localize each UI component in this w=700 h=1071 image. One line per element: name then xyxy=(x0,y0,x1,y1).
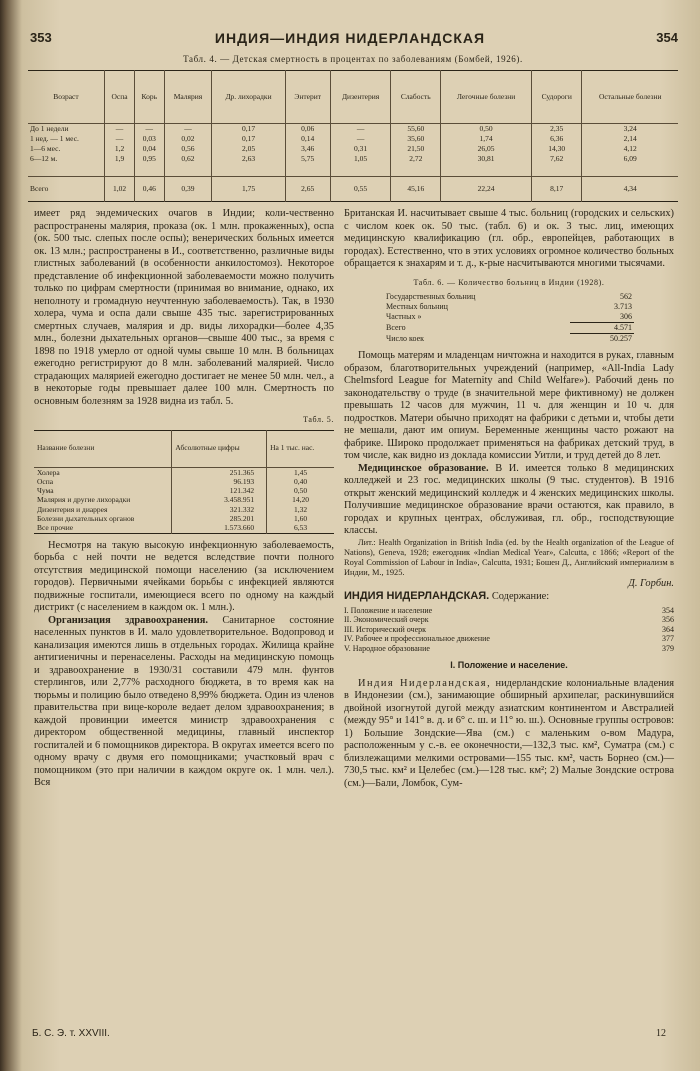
table5-cell: 3.458.951 xyxy=(172,495,267,504)
table4-cell: 3,46 xyxy=(285,144,330,154)
toc-page: 377 xyxy=(662,634,674,644)
table-row xyxy=(28,154,678,164)
list-item xyxy=(344,615,674,625)
table4-total-cell: 1,75 xyxy=(212,177,285,202)
table4-spacer-cell xyxy=(104,164,134,177)
article-heading xyxy=(344,590,674,604)
table4-child-mortality xyxy=(28,70,678,202)
table-row xyxy=(34,495,334,504)
table4-cell: 0,17 xyxy=(212,124,285,135)
table6-value: 3.713 xyxy=(614,302,632,311)
table4-cell: 1,9 xyxy=(104,154,134,164)
page-number-left: 353 xyxy=(30,30,52,45)
table5-header-cell: Название болезни xyxy=(34,430,172,467)
table4-cell: 2,63 xyxy=(212,154,285,164)
table6-hospitals xyxy=(384,292,634,344)
table4-cell: 3,24 xyxy=(582,124,678,135)
table6-label: Государственных больниц xyxy=(386,292,476,301)
left-paragraph-2: Несмотря на такую высокую инфекционную заболеваемость, борьба с ней почти не ведется вследствие почти полного отсутствия медицинской помощи населению (за исключением городов). Первичными ячейками борьбы с инфекцией являются подвижные госпитали, имеющиеся всего по одному на каждый дистрикт (с населением в каждом ок. 1 млн.). xyxy=(34,539,334,614)
table4-cell: 1,2 xyxy=(104,144,134,154)
toc-entry: I. Положение и население xyxy=(344,605,433,615)
table4-cell: 6,36 xyxy=(532,134,582,144)
table5-cell: 1,60 xyxy=(267,514,334,523)
table4-header-cell: Энтерит xyxy=(285,71,330,124)
table4-body xyxy=(28,124,678,202)
table4-cell: 1 нед. — 1 мес. xyxy=(30,134,79,143)
table6-value: 562 xyxy=(620,292,632,301)
table6-value: 50.257 xyxy=(570,334,634,345)
table4-cell: 2,35 xyxy=(532,124,582,135)
table4-cell: 1—6 мес. xyxy=(30,144,61,153)
table-row xyxy=(34,505,334,514)
toc-page: 364 xyxy=(662,624,674,634)
table6-label: Местных больниц xyxy=(386,302,448,311)
table4-total-row xyxy=(28,177,678,202)
table-row xyxy=(34,514,334,523)
table4-header-cell: Др. лихорадки xyxy=(212,71,285,124)
table5-cell: 1,45 xyxy=(267,467,334,477)
table4-header-cell: Слабость xyxy=(391,71,441,124)
table5-cell: Малярия и другие лихорадки xyxy=(37,495,131,505)
table4-spacer-cell xyxy=(330,164,390,177)
table4-cell: 21,50 xyxy=(391,144,441,154)
table4-cell: — xyxy=(164,124,212,135)
table4-cell: 6—12 м. xyxy=(30,154,58,163)
table4-cell: — xyxy=(330,134,390,144)
table4-cell: 1,74 xyxy=(441,134,532,144)
table-row xyxy=(28,134,678,144)
table4-spacer-cell xyxy=(28,164,104,177)
table6-label: Всего xyxy=(386,323,406,332)
table4-cell: 0,95 xyxy=(135,154,164,164)
table4-total-cell: 0,46 xyxy=(135,177,164,202)
table4-cell: 1,05 xyxy=(330,154,390,164)
table5-header-cell: На 1 тыс. нас. xyxy=(267,430,334,467)
table4-cell: — xyxy=(135,124,164,135)
running-title: ИНДИЯ—ИНДИЯ НИДЕРЛАНДСКАЯ xyxy=(214,30,486,46)
table-row xyxy=(384,323,634,334)
table4-spacer-cell xyxy=(135,164,164,177)
toc-page: 354 xyxy=(662,605,674,615)
table4-header-cell: Судороги xyxy=(532,71,582,124)
table4-cell: До 1 недели xyxy=(30,124,69,133)
table4-cell: 26,05 xyxy=(441,144,532,154)
table5-cell: 14,20 xyxy=(267,495,334,504)
table5-cell: 1.573.660 xyxy=(172,523,267,533)
right-paragraph-3-text: В И. имеется только 8 медицинских колледжей и 23 гос. медицинских школы (9 тыс. студентов). В 1916 открыт женский медицинский колледж и 4 женских медицинских школы. Получившие медицинское образование врачи остаются, как правило, в городах и крупных центрах, обслуживая, гл. обр., господствующие классы. xyxy=(344,462,675,536)
table-row xyxy=(384,334,634,345)
footer-volume: Б. С. Э. т. XXVIII. xyxy=(32,1028,110,1039)
table4-cell: 7,62 xyxy=(532,154,582,164)
table4-total-cell: 8,17 xyxy=(532,177,582,202)
toc-entry: V. Народное образование xyxy=(344,643,430,653)
table5-cell: 96.193 xyxy=(172,477,267,486)
list-item xyxy=(344,634,674,644)
table-row xyxy=(384,302,634,312)
table5-body xyxy=(34,467,334,533)
table4-spacer-cell xyxy=(441,164,532,177)
table-row xyxy=(34,523,334,533)
toc-page: 379 xyxy=(662,643,674,653)
table4-header-cell: Малярия xyxy=(164,71,212,124)
table4-spacer-cell xyxy=(532,164,582,177)
table-row xyxy=(384,312,634,323)
table6-label: Частных » xyxy=(386,312,422,322)
table5-cell: 285.201 xyxy=(172,514,267,523)
table5-header-row xyxy=(34,430,334,467)
table4-cell: 0,03 xyxy=(135,134,164,144)
right-paragraph-3 xyxy=(344,463,674,538)
table4-cell: 0,02 xyxy=(164,134,212,144)
table5-cell: 0,50 xyxy=(267,486,334,495)
table4-header-cell: Корь xyxy=(135,71,164,124)
table4-cell: 2,14 xyxy=(582,134,678,144)
table4-header-row xyxy=(28,71,678,124)
table4-total-cell: 4,34 xyxy=(582,177,678,202)
table6-caption: Табл. 6. — Количество больниц в Индии (1928). xyxy=(413,277,605,287)
table4-spacer-cell xyxy=(164,164,212,177)
table4-cell: 0,50 xyxy=(441,124,532,135)
table4-cell: 35,60 xyxy=(391,134,441,144)
list-item xyxy=(344,625,674,635)
table-row xyxy=(384,292,634,302)
toc-entry: IV. Рабочее и профессиональное движение xyxy=(344,634,490,644)
table4-cell: 0,31 xyxy=(330,144,390,154)
table-row xyxy=(34,477,334,486)
left-paragraph-3-text: Санитарное состояние населенных пунктов в И. мало удовлетворительное. Водопровод и канализация имеются лишь в отдельных городах. Жилища крайне антигиеничны и перенаселены. Расходы на медицинскую помощь и здравоохранение в 1930/31 составили 479 млн. фунтов стерлингов, или 2,77% расходного бюджета, в то время как на тюрьмы и полицию было отведено 8,99% бюджета. Один из членов правительства при вице-короле ведает делом здравоохранения; в каждой провинции имеется министр здравоохранения с директором общественной медицины, главный инспектор госпиталей и 6 помощников директора. В округах имеется всего по одному врачу с двумя его помощниками; участковый врач с помощником (это при наличии в каждом округе ок. 1 млн. чел.). Вся xyxy=(34,614,334,789)
table4-cell: 14,30 xyxy=(532,144,582,154)
table4-total-cell: 0,55 xyxy=(330,177,390,202)
article-title: ИНДИЯ НИДЕРЛАНДСКАЯ. xyxy=(344,590,490,602)
table4-total-cell: Всего xyxy=(28,177,104,202)
table6-value: 4.571 xyxy=(570,323,634,334)
table4-spacer-row xyxy=(28,164,678,177)
table4-cell: — xyxy=(330,124,390,135)
table5-cell: Болезни дыхательных органов xyxy=(37,513,135,523)
article-contents-label: Содержание: xyxy=(489,591,550,602)
literature-references: Лит.: Health Organization in British India (ed. by the Health organization of the League of Nations), Geneva, 1928; ежегодник «Indian Medical Year», Calcutta, с 1866; «Report of the Royal Commission of Labour in India», Calcutta, 1931; Бошен Д., Английский империализм в Индии, М., 1925. xyxy=(344,537,674,577)
table5-cell: 121.342 xyxy=(172,486,267,495)
table5-cell: 321.332 xyxy=(172,505,267,514)
toc-body xyxy=(344,606,674,654)
table4-cell: 0,17 xyxy=(212,134,285,144)
author-signature: Д. Горбин. xyxy=(628,577,674,589)
table5-cell: 0,40 xyxy=(267,477,334,486)
table5-cell: 251.365 xyxy=(172,467,267,477)
table4-header-cell: Остальные болезни xyxy=(582,71,678,124)
list-item xyxy=(344,644,674,654)
table5-header-cell: Абсолютные цифры xyxy=(172,430,267,467)
table4-cell: 0,06 xyxy=(285,124,330,135)
left-paragraph-3 xyxy=(34,615,334,790)
table4-spacer-cell xyxy=(285,164,330,177)
table5-cell: Все прочие xyxy=(37,523,74,533)
footer-signature-number: 12 xyxy=(656,1028,666,1039)
table-row xyxy=(34,486,334,495)
table6-value: 306 xyxy=(620,312,632,321)
toc-page: 356 xyxy=(662,615,674,625)
table5-cell: Холера xyxy=(37,467,60,477)
table4-cell: 5,75 xyxy=(285,154,330,164)
table4-header-cell: Оспа xyxy=(104,71,134,124)
table5-cell: Дизентерия и диаррея xyxy=(37,504,108,514)
list-item xyxy=(344,606,674,616)
section-heading-health: Организация здравоохранения. xyxy=(48,614,208,626)
table6-label: Число коек xyxy=(386,333,425,343)
table4-cell: 0,62 xyxy=(164,154,212,164)
table5-cell: 6,53 xyxy=(267,523,334,533)
table4-caption: Табл. 4. — Детская смертность в процентах по заболеваниям (Бомбей, 1926). xyxy=(183,54,523,64)
table4-cell: 2,05 xyxy=(212,144,285,154)
table4-cell: 55,60 xyxy=(391,124,441,135)
right-paragraph-4-text: нидерландские колониальные владения в Индонезии (см.), занимающие обширный архипелаг, раскинувшийся двойной изогнутой дугой между азиатским континентом и Австралией (между 95° и 141° в. д. и 6° с. ш. и 11° ю. ш.). Основные группы островов: 1) Большие Зондские—Ява (см.) с маленьким о-вом Мадура, расположенным у с.-в. ее оконечности,—132,3 тыс. км², Суматра (см.) с близлежащими мелкими островами—155 тыс. км², часть Борнео (см.)—730,5 тыс. км² и Целебес (см.)—128 тыс. км²; 2) Малые Зондские острова (см.)—Бали, Ломбок, Сум- xyxy=(344,677,675,789)
section-heading-position: I. Положение и население. xyxy=(450,660,568,671)
table-row xyxy=(28,144,678,154)
table4-cell: 2,72 xyxy=(391,154,441,164)
section-heading-medical-education: Медицинское образование. xyxy=(358,462,489,474)
table4-cell: 0,56 xyxy=(164,144,212,154)
table4-cell: 6,09 xyxy=(582,154,678,164)
table4-total-cell: 45,16 xyxy=(391,177,441,202)
table-row xyxy=(34,467,334,477)
right-paragraph-4 xyxy=(344,678,674,791)
table5-cell: Чума xyxy=(37,486,54,496)
page-number-right: 354 xyxy=(656,30,678,45)
right-paragraph-1: Британская И. насчитывает свыше 4 тыс. больниц (городских и сельских) с числом коек ок. 50 тыс. (табл. 6) и ок. 3 тыс. лиц, имеющих медицинскую квалификацию (гл. обр., европейцев, работающих в городах). Естественно, что в этих условиях огромное количество больных обращается к знахарям и т. д., к-рые насчитываются многими тысячами. xyxy=(344,208,674,269)
table4-total-cell: 1,02 xyxy=(104,177,134,202)
left-paragraph-1: имеет ряд эндемических очагов в Индии; коли-чественно распространены малярия, проказа (ок. 1 млн. прокаженных), оспа (ок. 500 тыс. слепых после оспы); венерических больных имеется ок. 13 млн.; распространены в И., соответственно, различные виды глистных заболеваний (в особенности анкилостомоз). Некоторое представление об инфекционной заболеваемости можно получить только по цифрам смертности (принимая во внимание, однако, их неполноту и громадную неучтенную заболеваемость). Так, в 1930 холера, чума и оспа дали свыше 435 тыс. зарегистрированных смертных случаев, малярия и др. виды лихорадки—более 4,35 млн., болезни дыхательных органов—свыше 400 тыс., за время с 1898 по 1918 умерло от одной чумы свыше 10 млн. В больницах ежегодно регистрируют до 8 млн. заболеваний малярией. Число страдающих малярией ежегодно достигает не менее 50 млн. чел., а в некоторые годы превышает далее 100 млн. Смертность по основным болезням за 1928 видна из табл. 5. xyxy=(34,208,334,407)
table4-cell: — xyxy=(104,124,134,135)
table4-header-cell: Дизентерия xyxy=(330,71,390,124)
left-column xyxy=(34,208,334,790)
table5-mortality-by-disease xyxy=(34,430,334,534)
right-column xyxy=(344,208,674,790)
table4-spacer-cell xyxy=(582,164,678,177)
right-paragraph-2: Помощь матерям и младенцам ничтожна и находится в руках, главным образом, благотворительных учреждений (например, «All-India Lady Chelmsford League for Maternity and Child Welfare»). Рабочий день по законодательству о труде (в значительной мере фиктивному) не должен превышать 12 часов для мужчин, 11 ч. для женщин и 10 ч. для подростков. Матери обычно приходят на фабрики с детьми и, чтобы дети не мешали, дают им опиум. Беременные женщины часто рожают на фабрике. Широко продолжает применяться на фабриках детский труд, в том числе, как видно из доклада комиссии Уитли, и труд детей до 8 лет. xyxy=(344,350,674,461)
toc-entry: II. Экономический очерк xyxy=(344,615,429,625)
table4-cell: 4,12 xyxy=(582,144,678,154)
table4-header-cell: Возраст xyxy=(28,71,104,124)
table-of-contents xyxy=(344,606,674,654)
page-header xyxy=(0,30,700,50)
table4-total-cell: 22,24 xyxy=(441,177,532,202)
table4-header-cell: Легочные болезни xyxy=(441,71,532,124)
table5-cell: 1,32 xyxy=(267,505,334,514)
table4-cell: — xyxy=(104,134,134,144)
table5-caption: Табл. 5. xyxy=(303,415,334,424)
table4-cell: 0,04 xyxy=(135,144,164,154)
table4-total-cell: 2,65 xyxy=(285,177,330,202)
toc-entry: III. Исторический очерк xyxy=(344,624,427,634)
table4-cell: 30,81 xyxy=(441,154,532,164)
table4-total-cell: 0,39 xyxy=(164,177,212,202)
table4-spacer-cell xyxy=(212,164,285,177)
table-row xyxy=(28,124,678,135)
table4-cell: 0,14 xyxy=(285,134,330,144)
article-lead-term: Индия Нидерландская, xyxy=(358,677,492,689)
table5-cell: Оспа xyxy=(37,476,54,486)
table6-body xyxy=(384,292,634,344)
table4-spacer-cell xyxy=(391,164,441,177)
